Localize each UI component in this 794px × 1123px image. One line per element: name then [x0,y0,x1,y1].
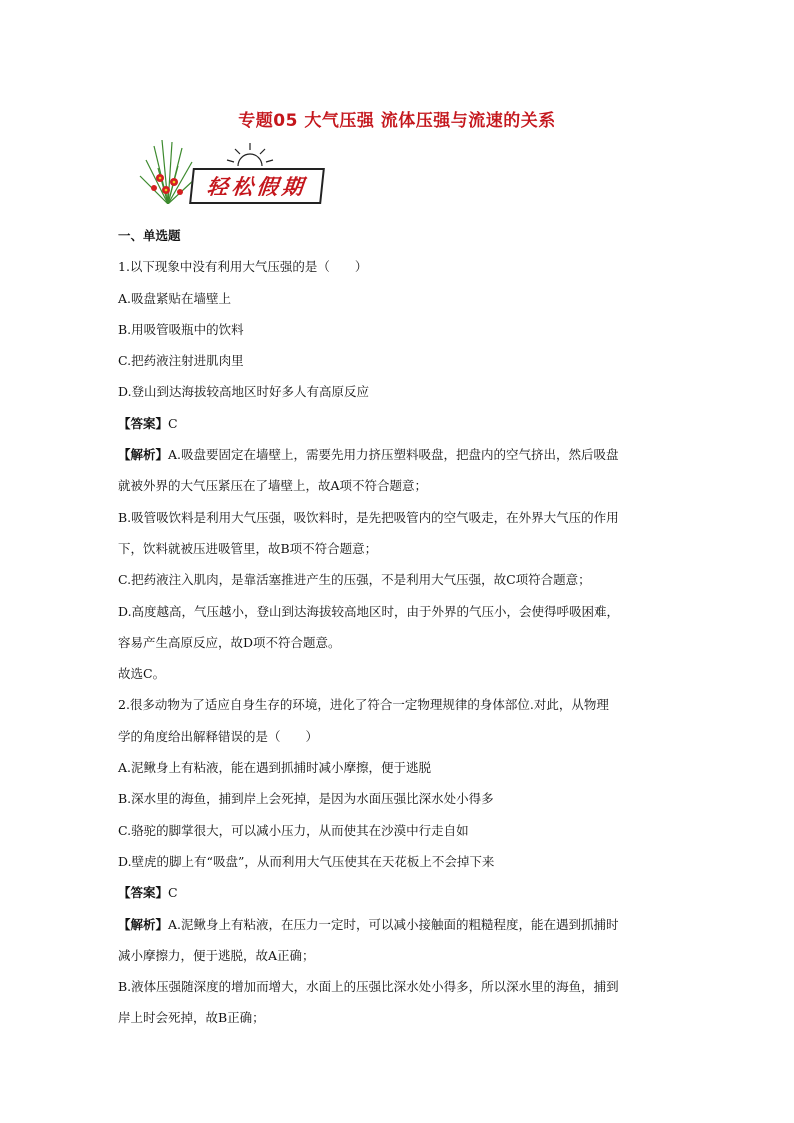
text-line [118,533,678,564]
text-line [118,752,678,783]
line-text: A.吸盘紧贴在墙壁上 [118,290,232,306]
text-line [118,345,678,376]
text-line [118,815,678,846]
text-line [118,283,678,314]
line-text: D.登山到达海拔较高地区时好多人有高原反应 [118,384,370,400]
text-line [118,408,678,439]
line-text: A.泥鳅身上有粘液，能在遇到抓捕时减小摩擦，便于逃脱 [118,760,432,776]
text-line [118,439,678,470]
text-line [118,596,678,627]
holiday-banner-logo [134,138,324,204]
text-line [118,783,678,814]
line-text: 就被外界的大气压紧压在了墙壁上，故A项不符合题意； [118,478,428,494]
line-text: B.吸管吸饮料是利用大气压强，吸饮料时，是先把吸管内的空气吸走，在外界大气压的作用 [118,509,619,525]
text-line [118,470,678,501]
answer-tag: 【答案】 [118,885,169,901]
line-text: C [168,885,178,901]
text-line [118,627,678,658]
answer-tag: 【解析】 [118,916,169,932]
line-text: 2.很多动物为了适应自身生存的环境，进化了符合一定物理规律的身体部位.对此，从物理 [118,697,609,713]
line-text: C [168,415,178,431]
text-line [118,1002,678,1033]
line-text: 容易产生高原反应，故D项不符合题意。 [118,634,341,650]
text-line [118,314,678,345]
text-line [118,689,678,720]
text-line [118,376,678,407]
line-text: 1.以下现象中没有利用大气压强的是（ ） [118,259,368,275]
line-text: 岸上时会死掉，故B正确； [118,1010,265,1026]
answer-tag: 【解析】 [118,447,169,463]
document-title: 专题05 大气压强 流体压强与流速的关系 [238,111,556,131]
line-text: C.把药液注射进肌肉里 [118,353,244,369]
line-text: B.深水里的海鱼，捕到岸上会死掉，是因为水面压强比深水处小得多 [118,791,494,807]
line-text: C.骆驼的脚掌很大，可以减小压力，从而使其在沙漠中行走自如 [118,822,469,838]
text-line [118,251,678,282]
text-line [118,658,678,689]
line-text: 下，饮料就被压进吸管里，故B项不符合题意； [118,540,378,556]
line-text: A.泥鳅身上有粘液，在压力一定时，可以减小接触面的粗糙程度，能在遇到抓捕时 [168,916,619,932]
line-text: B.液体压强随深度的增加而增大，水面上的压强比深水处小得多，所以深水里的海鱼，捕到 [118,979,619,995]
sun-cloud-icon [220,140,280,170]
section-heading: 一、单选题 [118,228,181,243]
line-text: 学的角度给出解释错误的是（ ） [118,728,319,744]
banner-text: 轻松假期 [189,168,325,204]
text-line [118,564,678,595]
line-text: D.壁虎的脚上有“吸盘”，从而利用大气压使其在天花板上不会掉下来 [118,853,495,869]
text-line [118,940,678,971]
text-line [118,502,678,533]
text-line [118,877,678,908]
document-body [118,220,678,1034]
text-line [118,846,678,877]
line-text: 减小摩擦力，便于逃脱，故A正确； [118,947,315,963]
text-line [118,909,678,940]
answer-tag: 【答案】 [118,415,169,431]
text-line [118,721,678,752]
line-text: A.吸盘要固定在墙壁上，需要先用力挤压塑料吸盘，把盘内的空气挤出，然后吸盘 [168,447,619,463]
line-text: D.高度越高，气压越小，登山到达海拔较高地区时，由于外界的气压小，会使得呼吸困难， [118,603,620,619]
text-line [118,971,678,1002]
line-text: B.用吸管吸瓶中的饮料 [118,321,244,337]
line-text: 故选C。 [118,666,166,682]
line-text: C.把药液注入肌肉，是靠活塞推进产生的压强，不是利用大气压强，故C项符合题意； [118,572,591,588]
question-lines [118,251,678,1033]
